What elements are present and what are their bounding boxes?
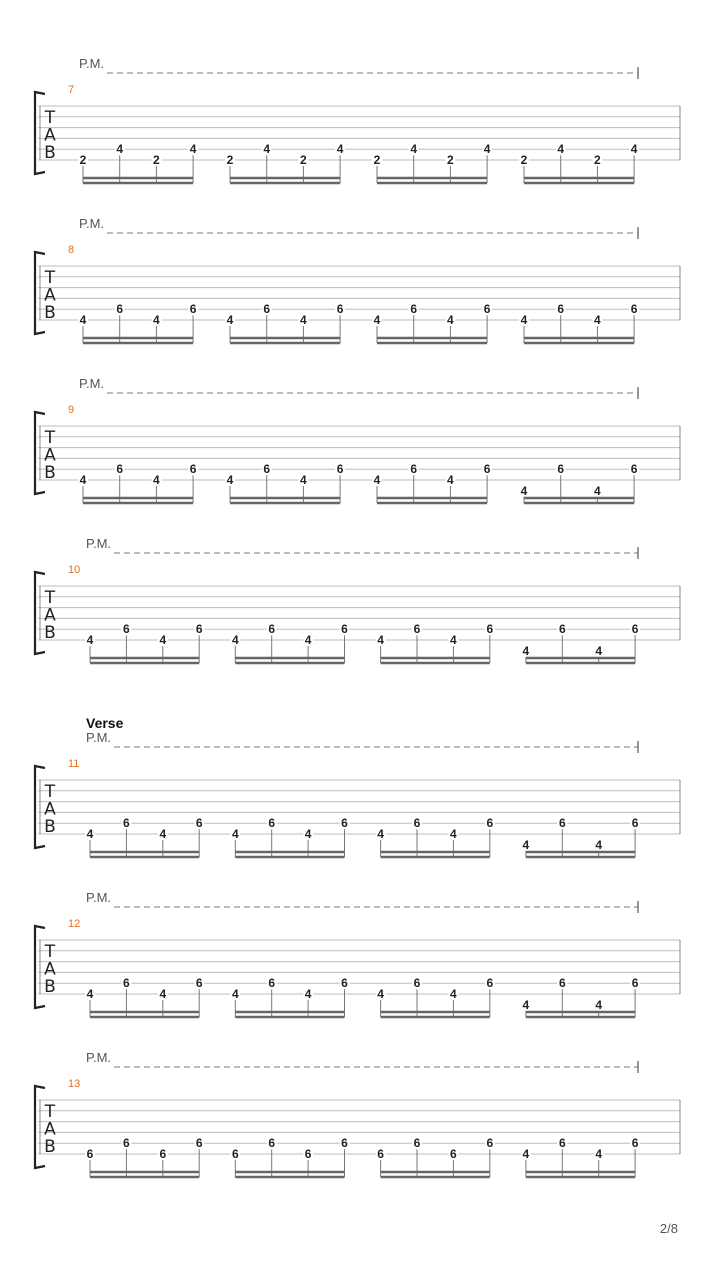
section-label: Verse — [86, 715, 124, 731]
tab-clef-letter: B — [44, 817, 56, 837]
fret-number: 4 — [594, 483, 601, 498]
fret-number: 4 — [630, 142, 638, 157]
palm-mute-label: P.M. — [86, 730, 112, 745]
fret-number: 4 — [522, 643, 530, 658]
tab-clef-letter: B — [44, 463, 56, 483]
measure-number: 12 — [68, 918, 81, 930]
fret-number: 4 — [377, 633, 384, 647]
fret-number: 6 — [189, 462, 197, 477]
fret-number: 6 — [413, 622, 421, 637]
measure-number: 8 — [68, 244, 75, 256]
fret-number: 4 — [79, 313, 87, 327]
tab-clef-letter: B — [44, 143, 56, 163]
fret-number: 6 — [377, 1147, 384, 1161]
fret-number: 6 — [410, 462, 418, 477]
fret-number: 6 — [631, 622, 639, 637]
tab-clef-letter: A — [44, 959, 56, 980]
tab-clef-letter: A — [44, 285, 56, 306]
tab-clef-letter: A — [44, 445, 56, 466]
fret-number: 4 — [86, 827, 94, 841]
fret-number: 4 — [159, 987, 167, 1001]
fret-number: 2 — [594, 153, 601, 167]
fret-number: 4 — [79, 473, 87, 487]
tab-clef-letter: T — [44, 1102, 56, 1122]
tab-clef-letter: B — [44, 303, 56, 323]
fret-number: 4 — [86, 987, 94, 1001]
fret-number: 6 — [268, 622, 276, 637]
fret-number: 4 — [483, 142, 491, 157]
fret-number: 4 — [450, 987, 457, 1001]
fret-number: 4 — [153, 313, 160, 327]
fret-number: 4 — [336, 142, 344, 157]
fret-number: 6 — [341, 1136, 348, 1151]
fret-number: 4 — [373, 313, 381, 327]
fret-number: 4 — [304, 827, 312, 841]
tab-clef-letter: T — [44, 268, 56, 288]
fret-number: 4 — [377, 987, 384, 1001]
fret-number: 6 — [123, 1136, 130, 1151]
measure-number: 13 — [68, 1078, 81, 1090]
fret-number: 4 — [226, 473, 234, 487]
fret-number: 4 — [304, 633, 312, 647]
tab-clef-letter: T — [44, 428, 56, 448]
fret-number: 6 — [123, 976, 130, 991]
fret-number: 6 — [263, 302, 271, 317]
fret-number: 6 — [410, 302, 418, 317]
fret-number: 4 — [231, 827, 239, 841]
fret-number: 4 — [300, 313, 307, 327]
fret-number: 6 — [486, 622, 494, 637]
fret-number: 4 — [377, 827, 384, 841]
measure-number: 9 — [68, 404, 75, 416]
fret-number: 4 — [520, 483, 528, 498]
fret-number: 4 — [447, 313, 454, 327]
fret-number: 2 — [79, 153, 87, 167]
tab-clef-letter: A — [44, 605, 56, 626]
tab-clef-letter: A — [44, 799, 56, 820]
fret-number: 2 — [153, 153, 160, 167]
fret-number: 4 — [300, 473, 307, 487]
fret-number: 6 — [558, 976, 566, 991]
fret-number: 6 — [116, 302, 124, 317]
measure-number: 7 — [68, 84, 75, 96]
fret-number: 6 — [123, 816, 130, 831]
tab-clef-letter: A — [44, 1119, 56, 1140]
fret-number: 6 — [486, 1136, 494, 1151]
fret-number: 6 — [341, 976, 348, 991]
fret-number: 4 — [595, 837, 603, 852]
page-number: 2/8 — [659, 1221, 678, 1236]
fret-number: 2 — [373, 153, 381, 167]
fret-number: 6 — [558, 622, 566, 637]
fret-number: 6 — [189, 302, 197, 317]
fret-number: 6 — [263, 462, 271, 477]
fret-number: 6 — [268, 976, 276, 991]
tab-clef-letter: B — [44, 623, 56, 643]
palm-mute-label: P.M. — [86, 1050, 112, 1065]
tab-system — [35, 1050, 680, 1177]
fret-number: 6 — [630, 302, 638, 317]
fret-number: 4 — [226, 313, 234, 327]
fret-number: 4 — [231, 633, 239, 647]
fret-number: 4 — [450, 633, 457, 647]
measure-number: 10 — [68, 564, 81, 576]
fret-number: 6 — [483, 462, 491, 477]
tab-clef-letter: T — [44, 942, 56, 962]
tab-system — [35, 56, 680, 183]
fret-number: 6 — [557, 462, 565, 477]
fret-number: 4 — [410, 142, 418, 157]
fret-number: 4 — [520, 313, 528, 327]
measure-number: 11 — [68, 758, 80, 770]
fret-number: 6 — [195, 976, 203, 991]
fret-number: 6 — [631, 976, 639, 991]
fret-number: 4 — [263, 142, 271, 157]
fret-number: 4 — [522, 1147, 530, 1161]
fret-number: 6 — [413, 816, 421, 831]
fret-number: 4 — [594, 313, 601, 327]
palm-mute-label: P.M. — [79, 376, 105, 391]
fret-number: 6 — [557, 302, 565, 317]
fret-number: 4 — [522, 997, 530, 1012]
fret-number: 4 — [595, 643, 603, 658]
tab-clef-letter: B — [44, 977, 56, 997]
fret-number: 6 — [483, 302, 491, 317]
tab-system — [35, 890, 680, 1017]
fret-number: 6 — [268, 1136, 276, 1151]
fret-number: 6 — [631, 1136, 639, 1151]
fret-number: 4 — [557, 142, 565, 157]
fret-number: 6 — [195, 816, 203, 831]
fret-number: 6 — [159, 1147, 167, 1161]
fret-number: 2 — [520, 153, 528, 167]
fret-number: 4 — [153, 473, 160, 487]
fret-number: 6 — [486, 976, 494, 991]
fret-number: 4 — [159, 633, 167, 647]
fret-number: 6 — [630, 462, 638, 477]
palm-mute-label: P.M. — [86, 890, 112, 905]
tab-clef-letter: T — [44, 108, 56, 128]
tab-clef-letter: B — [44, 1137, 56, 1157]
fret-number: 6 — [631, 816, 639, 831]
fret-number: 6 — [413, 1136, 421, 1151]
fret-number: 4 — [595, 1147, 603, 1161]
palm-mute-label: P.M. — [79, 216, 105, 231]
fret-number: 6 — [116, 462, 124, 477]
tab-system — [35, 216, 680, 343]
fret-number: 6 — [123, 622, 130, 637]
fret-number: 4 — [447, 473, 454, 487]
fret-number: 6 — [86, 1147, 94, 1161]
palm-mute-label: P.M. — [86, 536, 112, 551]
fret-number: 6 — [558, 1136, 566, 1151]
fret-number: 6 — [336, 462, 344, 477]
tab-system — [35, 376, 680, 503]
fret-number: 4 — [304, 987, 312, 1001]
fret-number: 2 — [226, 153, 234, 167]
fret-number: 4 — [373, 473, 381, 487]
fret-number: 6 — [336, 302, 344, 317]
palm-mute-label: P.M. — [79, 56, 105, 71]
fret-number: 6 — [195, 1136, 203, 1151]
fret-number: 4 — [86, 633, 94, 647]
fret-number: 6 — [486, 816, 494, 831]
tab-clef-letter: A — [44, 125, 56, 146]
fret-number: 4 — [595, 997, 603, 1012]
tab-system — [35, 715, 680, 857]
fret-number: 6 — [413, 976, 421, 991]
fret-number: 4 — [116, 142, 124, 157]
fret-number: 6 — [231, 1147, 239, 1161]
fret-number: 6 — [558, 816, 566, 831]
fret-number: 6 — [268, 816, 276, 831]
fret-number: 2 — [300, 153, 307, 167]
fret-number: 4 — [159, 827, 167, 841]
tab-clef-letter: T — [44, 588, 56, 608]
fret-number: 4 — [189, 142, 197, 157]
fret-number: 6 — [450, 1147, 457, 1161]
fret-number: 2 — [447, 153, 454, 167]
fret-number: 6 — [341, 816, 348, 831]
tab-system — [35, 536, 680, 663]
tab-clef-letter: T — [44, 782, 56, 802]
fret-number: 4 — [450, 827, 457, 841]
fret-number: 4 — [522, 837, 530, 852]
fret-number: 6 — [195, 622, 203, 637]
fret-number: 6 — [304, 1147, 312, 1161]
fret-number: 6 — [341, 622, 348, 637]
fret-number: 4 — [231, 987, 239, 1001]
